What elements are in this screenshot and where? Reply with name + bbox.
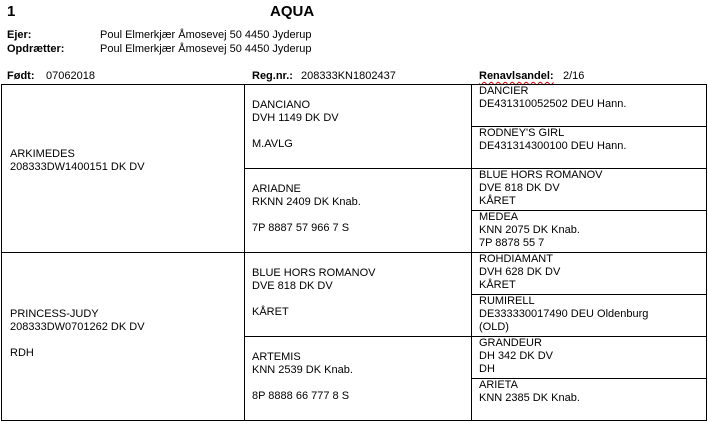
- sds-note: KÅRET: [479, 195, 516, 207]
- dd-note: 8P 8888 66 777 8 S: [252, 390, 350, 402]
- divider-half: [1, 252, 707, 253]
- sd-reg: RKNN 2409 DK Knab.: [252, 196, 361, 208]
- ddd-cell: [479, 379, 580, 405]
- reg-value: 208333KN1802437: [301, 70, 396, 82]
- dsd-note: (OLD): [479, 321, 509, 333]
- reg-label: Reg.nr.:: [252, 70, 293, 82]
- pedigree-table: [1, 84, 707, 421]
- ddd-reg: KNN 2385 DK Knab.: [479, 392, 580, 404]
- sdd-note: 7P 8878 55 7: [479, 237, 545, 249]
- ds-name: BLUE HORS ROMANOV: [252, 267, 376, 279]
- dam-name: PRINCESS-JUDY: [10, 308, 99, 320]
- breeder-label: Opdrætter:: [7, 43, 65, 55]
- dds-name: GRANDEUR: [479, 337, 542, 349]
- purity-value: 2/16: [563, 70, 585, 82]
- ssd-name: RODNEY'S GIRL: [479, 127, 565, 139]
- sd-name: ARIADNE: [252, 183, 301, 195]
- dds-cell: [479, 337, 553, 376]
- dd-reg: KNN 2539 DK Knab.: [252, 364, 353, 376]
- ds-cell: [252, 267, 375, 319]
- sds-reg: DVE 818 DK DV: [479, 182, 560, 194]
- dam-note: RDH: [10, 347, 34, 359]
- dsd-name: RUMIRELL: [479, 295, 535, 307]
- divider-q3: [244, 336, 707, 337]
- dss-name: ROHDIAMANT: [479, 253, 553, 265]
- sire-cell: [10, 148, 145, 174]
- ds-note: KÅRET: [252, 306, 289, 318]
- dam-cell: [10, 308, 145, 360]
- sss-reg: DE431310052502 DEU Hann.: [479, 98, 627, 110]
- ss-note: M.AVLG: [252, 138, 293, 150]
- born-label: Født:: [7, 70, 35, 82]
- dds-note: DH: [479, 363, 495, 375]
- horse-name: AQUA: [270, 3, 315, 20]
- owner-label: Ejer:: [7, 29, 32, 41]
- dss-reg: DVH 628 DK DV: [479, 266, 561, 278]
- sire-reg: 208333DW1400151 DK DV: [10, 161, 145, 173]
- dss-note: KÅRET: [479, 279, 516, 291]
- ssd-cell: [479, 127, 626, 153]
- border-bottom: [1, 420, 707, 421]
- sss-cell: [479, 85, 626, 111]
- catalog-number: 1: [7, 3, 16, 20]
- sss-name: DANCIER: [479, 85, 529, 97]
- sdd-reg: KNN 2075 DK Knab.: [479, 224, 580, 236]
- sd-cell: [252, 183, 361, 235]
- dss-cell: [479, 253, 560, 292]
- dd-name: ARTEMIS: [252, 351, 301, 363]
- sdd-cell: [479, 211, 580, 250]
- born-value: 07062018: [46, 70, 95, 82]
- sd-note: 7P 8887 57 966 7 S: [252, 222, 350, 234]
- sire-name: ARKIMEDES: [10, 148, 75, 160]
- dsd-cell: [479, 295, 648, 334]
- ddd-name: ARIETA: [479, 379, 518, 391]
- dds-reg: DH 342 DK DV: [479, 350, 553, 362]
- breeder-value: Poul Elmerkjær Åmosevej 50 4450 Jyderup: [100, 43, 312, 55]
- divider-q1: [244, 168, 707, 169]
- sds-cell: [479, 169, 602, 208]
- ss-name: DANCIANO: [252, 99, 311, 111]
- dam-reg: 208333DW0701262 DK DV: [10, 321, 145, 333]
- ss-reg: DVH 1149 DK DV: [252, 112, 339, 124]
- ds-reg: DVE 818 DK DV: [252, 280, 333, 292]
- ss-cell: [252, 99, 339, 151]
- dsd-reg: DE333330017490 DEU Oldenburg: [479, 308, 649, 320]
- dd-cell: [252, 351, 353, 403]
- sds-name: BLUE HORS ROMANOV: [479, 169, 603, 181]
- sdd-name: MEDEA: [479, 211, 519, 223]
- owner-value: Poul Elmerkjær Åmosevej 50 4450 Jyderup: [100, 29, 312, 41]
- purity-label: Renavlsandel:: [479, 70, 554, 82]
- ssd-reg: DE431314300100 DEU Hann.: [479, 140, 627, 152]
